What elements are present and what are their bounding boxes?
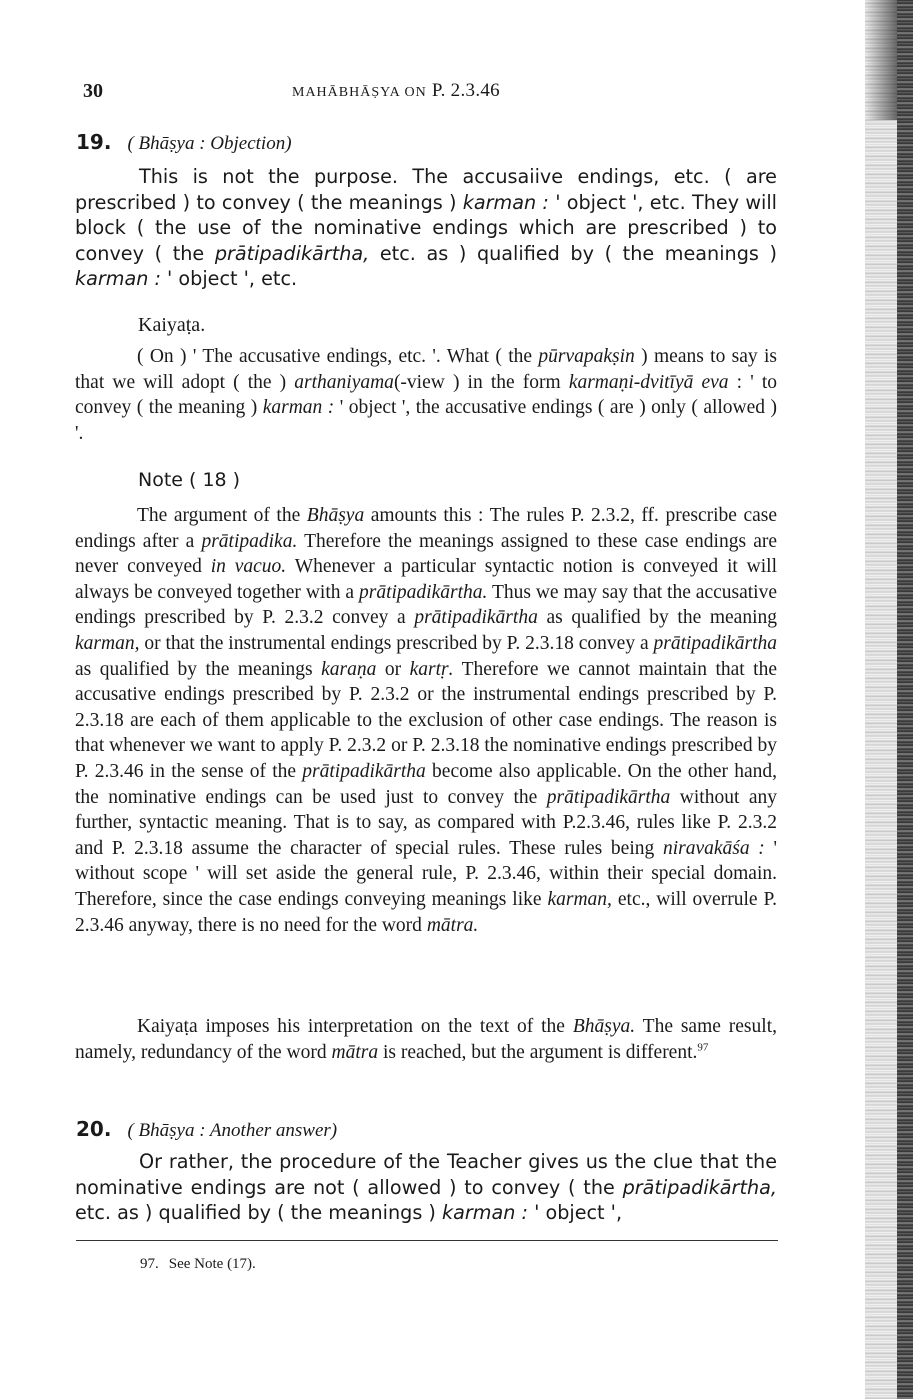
running-head-title: MAHĀBHĀṢYA ON — [292, 85, 427, 100]
section-20-title: ( Bhāṣya : Another answer) — [127, 1120, 338, 1141]
section-19-paragraph: This is not the purpose. The accusaiive endings, etc. ( are prescribed ) to convey ( the meanings ) karman : ' object ', etc. They will block ( the use of the nominative endings which are prescribed ) to convey ( the prātipadikārtha, etc. as ) qualified by ( the meanings ) karman : ' object ', etc. — [75, 165, 778, 290]
note-18-paragraph: The argument of the Bhāṣya amounts this : The rules P. 2.3.2, ff. prescribe case endings after a prātipadika. Therefore the meanings assigned to these case endings are never conveyed in vacuo. Whenever a particular syntactic notion is conveyed it will always be conveyed together with a prātipadikārtha. Thus we may say that the accusative endings prescribed by P. 2.3.2 convey a prātipadikārtha as qualified by the meaning karman, or that the instrumental endings prescribed by P. 2.3.18 convey a prātipadikārtha as qualified by the meanings karaṇa or kartṛ. Therefore we cannot maintain that the accusative endings prescribed by P. 2.3.2 or the instrumental endings prescribed by P. 2.3.18 are each of them applicable to the exclusion of other case endings. The reason is that whenever we want to apply P. 2.3.2 or P. 2.3.18 the nominative endings prescribed by P. 2.3.46 in the sense of the prātipadikārtha become also applicable. On the other hand, the nominative endings can be used just to convey the prātipadikārtha without any further, syntactic meaning. That is to say, as compared with P.2.3.46, rules like P. 2.3.2 and P. 2.3.18 assume the character of special rules. These rules being niravakāśa : ' without scope ' will set aside the general rule, P. 2.3.46, within their special domain. Therefore, since the case endings conveying meanings like karman, etc., will overrule P. 2.3.46 anyway, there is no need for the word mātra. — [75, 505, 778, 936]
kaiyata-paragraph: ( On ) ' The accusative endings, etc. '. What ( the pūrvapakṣin ) means to say is that we will adopt ( the ) arthaniyama(-view ) in the form karmaṇi-dvitīyā eva : ' to convey ( the meaning ) karman : ' object ', the accusative endings ( are ) only ( allowed ) '. — [75, 346, 778, 444]
section-19-number: 19. — [76, 130, 112, 154]
note-18-label: Note ( 18 ) — [138, 469, 241, 491]
section-20-paragraph: Or rather, the procedure of the Teacher gives us the clue that the nominative endings are not ( allowed ) to convey ( the prātipadikārtha, etc. as ) qualified by ( the meanings ) karman : ' object ', — [75, 1150, 777, 1224]
footnote-reference: 97 — [697, 1041, 709, 1054]
running-head-reference: P. 2.3.46 — [431, 80, 500, 101]
footnote-text: See Note (17). — [168, 1256, 256, 1272]
section-19-title: ( Bhāṣya : Objection) — [127, 133, 292, 154]
book-binding-edge — [897, 0, 913, 1399]
kaiyata-label: Kaiyaṭa. — [138, 314, 206, 336]
page-number: 30 — [83, 80, 103, 102]
kaiyata-interpretation-paragraph: Kaiyaṭa imposes his interpretation on the text of the Bhāṣya. The same result, namely, redundancy of the word mātra is reached, but the argument is different.$^{97}$ — [75, 1016, 777, 1063]
section-20-heading — [76, 1117, 337, 1142]
section-20-number: 20. — [76, 1117, 112, 1141]
section-19-heading — [76, 130, 292, 155]
footnote-divider — [76, 1240, 778, 1241]
running-head — [292, 80, 500, 102]
footnote-97 — [140, 1256, 256, 1273]
footnote-number: 97. — [140, 1256, 159, 1272]
